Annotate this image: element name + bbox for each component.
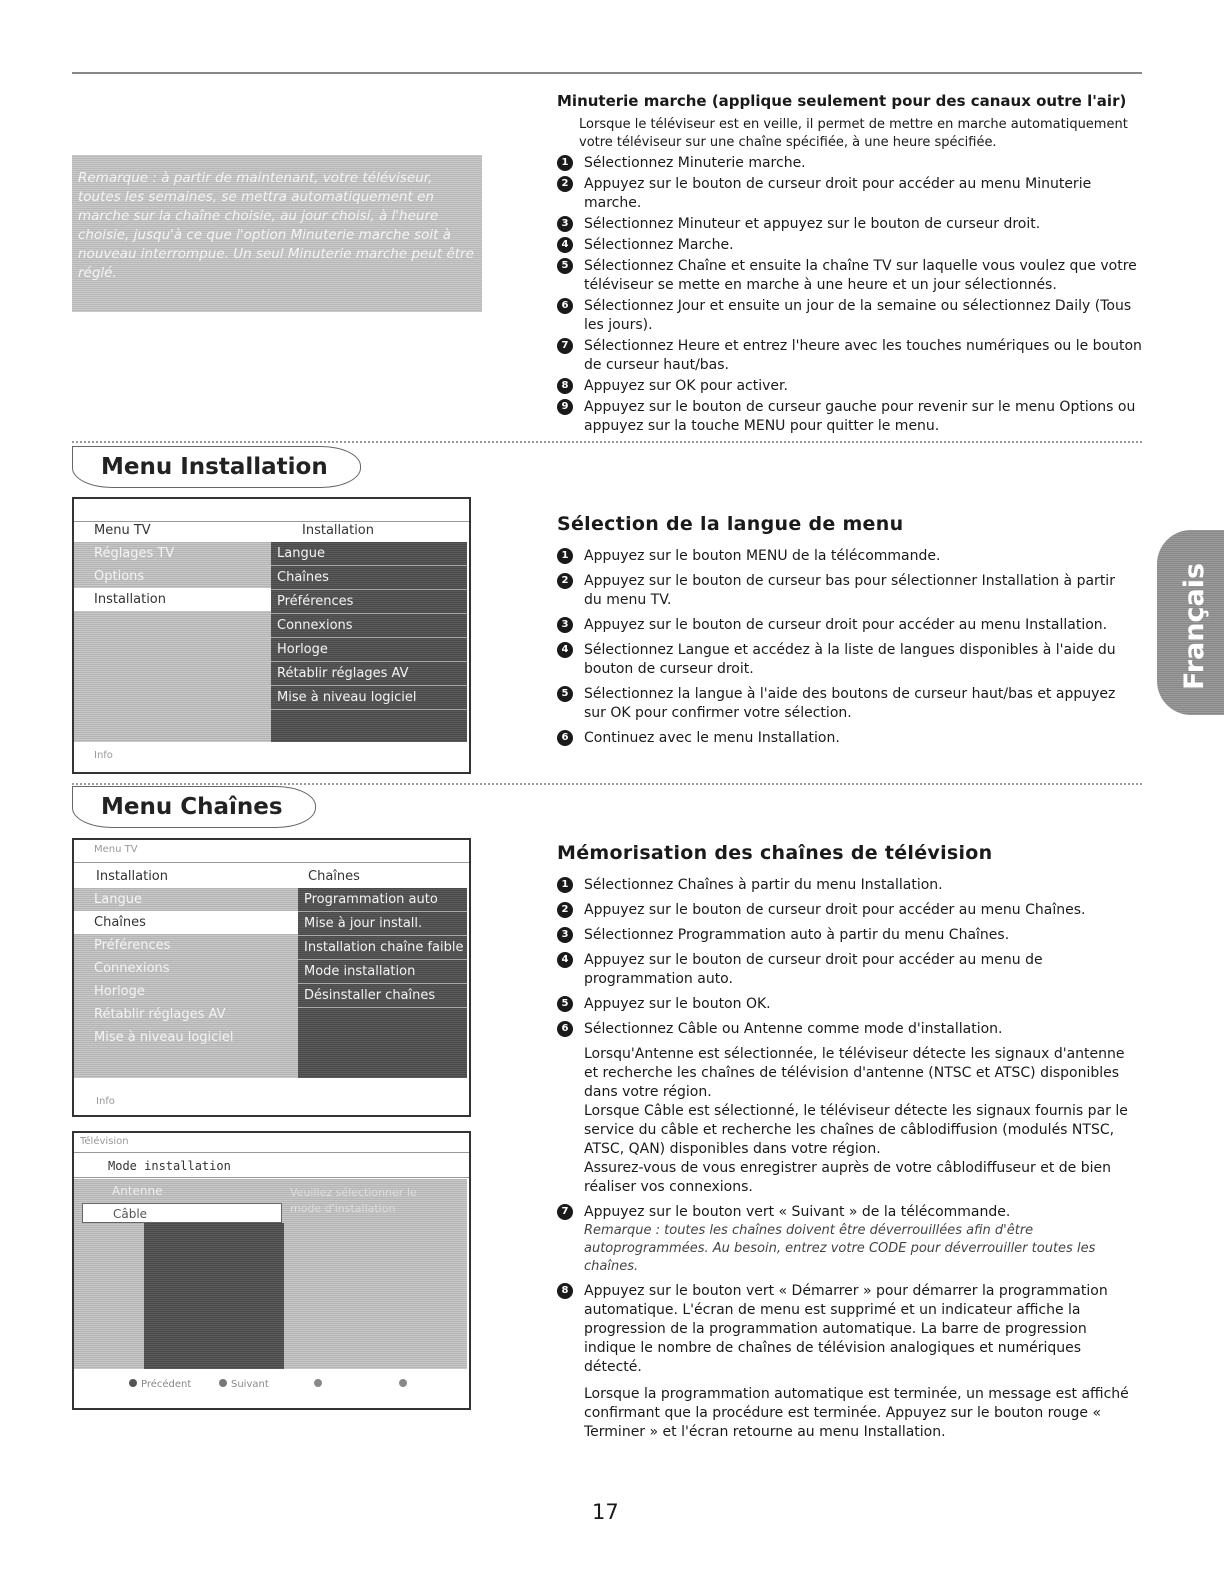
- menu-item[interactable]: Mise à jour install.: [298, 912, 467, 936]
- screen-info: Info: [94, 750, 113, 761]
- list-item: 4 Sélectionnez Langue et accédez à la liste de langues disponibles à l'aide du bouton de curseur droit.: [557, 641, 1137, 679]
- list-item: 2 Appuyez sur le bouton de curseur droit pour accéder au menu Minuterie marche.: [557, 175, 1147, 213]
- list-item: 6 Continuez avec le menu Installation.: [557, 729, 1137, 748]
- menu-item[interactable]: Rétablir réglages AV: [94, 1007, 226, 1022]
- mode-option-selected[interactable]: Câble: [82, 1203, 282, 1223]
- green-dot-icon: [219, 1379, 227, 1387]
- red-dot-icon: [129, 1379, 137, 1387]
- menu-item[interactable]: Langue: [271, 542, 467, 566]
- blue-dot-icon: [399, 1379, 407, 1387]
- menu-item[interactable]: Options: [94, 569, 145, 584]
- channels-screen: [72, 838, 471, 1117]
- register-paragraph: Assurez-vous de vous enregistrer auprès de votre câblodiffuseur et de bien réaliser vos connexions.: [584, 1160, 1111, 1195]
- mode-hint: Veuillez sélectionner le mode d'installation: [290, 1186, 417, 1215]
- list-item: 9 Appuyez sur le bouton de curseur gauche pour revenir sur le menu Options ou appuyez sur la touche MENU pour quitter le menu.: [557, 398, 1147, 436]
- list-item: 4 Appuyez sur le bouton de curseur droit pour accéder au menu de programmation auto.: [557, 951, 1142, 989]
- list-item: 1 Appuyez sur le bouton MENU de la télécommande.: [557, 547, 1137, 566]
- list-item: 3 Appuyez sur le bouton de curseur droit pour accéder au menu Installation.: [557, 616, 1137, 635]
- yellow-dot-icon: [314, 1379, 322, 1387]
- menu-item[interactable]: Rétablir réglages AV: [271, 662, 467, 686]
- channels-steps: [557, 876, 1142, 1039]
- remark-box: [72, 155, 482, 312]
- footer-previous[interactable]: Précédent: [129, 1379, 191, 1390]
- antenna-paragraph: Lorsqu'Antenne est sélectionnée, le téléviseur détecte les signaux d'antenne et recherche les chaînes de télévision d'antenne (NTSC et ATSC) disponibles dans votre région.: [584, 1046, 1125, 1100]
- mode-option[interactable]: Antenne: [112, 1184, 163, 1198]
- step7-note: Remarque : toutes les chaînes doivent être déverrouillées afin d'être autoprogrammées. Au besoin, entrez votre CODE pour déverrouiller toutes les chaînes.: [584, 1223, 1096, 1274]
- screen-top: Télévision: [80, 1136, 129, 1147]
- menu-item[interactable]: Désinstaller chaînes: [298, 984, 467, 1008]
- list-item: 8 Appuyez sur OK pour activer.: [557, 377, 1147, 396]
- menu-item[interactable]: Installation chaîne faible: [298, 936, 467, 960]
- top-rule: [72, 72, 1142, 74]
- list-item: 1 Sélectionnez Minuterie marche.: [557, 154, 1147, 173]
- footer-next[interactable]: Suivant: [219, 1379, 269, 1390]
- final-paragraph: Lorsque la programmation automatique est terminée, un message est affiché confirmant que la procédure est terminée. Appuyez sur le bouton rouge « Terminer » et l'écran retourne au menu Installation.: [584, 1386, 1129, 1440]
- list-item: 5 Sélectionnez la langue à l'aide des boutons de curseur haut/bas et appuyez sur OK pour confirmer votre sélection.: [557, 685, 1137, 723]
- menu-item[interactable]: Préférences: [271, 590, 467, 614]
- list-item: 7 Appuyez sur le bouton vert « Suivant » de la télécommande. Remarque : toutes les chaînes doivent être déverrouillées afin d'être autoprogrammées. Au besoin, entrez votre CODE pour déverrouiller toutes les chaînes.: [557, 1203, 1142, 1276]
- list-item: 6 Sélectionnez Câble ou Antenne comme mode d'installation.: [557, 1020, 1142, 1039]
- menu-item[interactable]: Chaînes: [271, 566, 467, 590]
- section-pill-installation: Menu Installation: [72, 446, 361, 488]
- list-item: 3 Sélectionnez Programmation auto à partir du menu Chaînes.: [557, 926, 1142, 945]
- install-heading: Sélection de la langue de menu: [557, 513, 904, 535]
- channels-steps-continued: [557, 1203, 1142, 1377]
- cable-paragraph: Lorsque Câble est sélectionné, le téléviseur détecte les signaux fournis par le service du câble et recherche les chaînes de câblodiffusion (modulés NTSC, ATSC, QAN) disponibles dans votre région.: [584, 1103, 1128, 1157]
- mode-installation-screen: [72, 1131, 471, 1410]
- screen-left-menu: [74, 888, 298, 1078]
- remark-text: Remarque : à partir de maintenant, votre téléviseur, toutes les semaines, se mettra automatiquement en marche sur la chaîne choisie, au jour choisi, à l'heure choisie, jusqu'à ce que l'option Minuterie marche soit à nouveau interrompue. Un seul Minuterie marche peut être réglé.: [78, 170, 474, 281]
- list-item: 1 Sélectionnez Chaînes à partir du menu Installation.: [557, 876, 1142, 895]
- channels-heading: Mémorisation des chaînes de télévision: [557, 842, 993, 864]
- screen-right-title: Chaînes: [308, 869, 360, 884]
- timer-title: Minuterie marche (applique seulement pour des canaux outre l'air): [557, 92, 1127, 110]
- language-tab-label: Français: [1179, 562, 1210, 690]
- install-steps: [557, 547, 1137, 748]
- menu-item[interactable]: Connexions: [271, 614, 467, 638]
- screen-left-menu: [74, 542, 271, 742]
- timer-steps: [557, 154, 1147, 436]
- installation-screen: [72, 497, 471, 774]
- list-item: 2 Appuyez sur le bouton de curseur bas pour sélectionner Installation à partir du menu TV.: [557, 572, 1137, 610]
- menu-item[interactable]: Mise à niveau logiciel: [271, 686, 467, 710]
- install-section: [557, 513, 1137, 754]
- menu-item[interactable]: Horloge: [271, 638, 467, 662]
- list-item: 4 Sélectionnez Marche.: [557, 236, 1147, 255]
- screen-right-menu: [298, 888, 467, 1078]
- list-item: 5 Appuyez sur le bouton OK.: [557, 995, 1142, 1014]
- list-item: 7 Sélectionnez Heure et entrez l'heure avec les touches numériques ou le bouton de curseur haut/bas.: [557, 337, 1147, 375]
- menu-item[interactable]: Programmation auto: [298, 888, 467, 912]
- screen-info: Info: [96, 1096, 115, 1107]
- screen-left-title: Installation: [96, 869, 169, 884]
- list-item: 2 Appuyez sur le bouton de curseur droit pour accéder au menu Chaînes.: [557, 901, 1142, 920]
- menu-item[interactable]: Préférences: [94, 938, 171, 953]
- screen-title: Mode installation: [108, 1159, 231, 1173]
- screen-footer: [74, 1373, 469, 1403]
- menu-item[interactable]: Réglages TV: [94, 546, 175, 561]
- menu-item[interactable]: Connexions: [94, 961, 170, 976]
- screen-left-title: Menu TV: [94, 523, 151, 538]
- screen-right-menu: [271, 542, 467, 742]
- divider: [72, 783, 1142, 785]
- menu-item[interactable]: Mode installation: [298, 960, 467, 984]
- language-tab: [1157, 530, 1224, 715]
- screen-top: Menu TV: [94, 844, 138, 855]
- list-item: 8 Appuyez sur le bouton vert « Démarrer » pour démarrer la programmation automatique. L'écran de menu est supprimé et un indicateur affiche la progression de la programmation automatique. La barre de progression indique le nombre de chaînes de télévision analogiques et numériques détecté.: [557, 1282, 1142, 1377]
- list-item: 6 Sélectionnez Jour et ensuite un jour de la semaine ou sélectionnez Daily (Tous les jours).: [557, 297, 1147, 335]
- list-item: 5 Sélectionnez Chaîne et ensuite la chaîne TV sur laquelle vous voulez que votre téléviseur se mette en marche à une heure et un jour sélectionnés.: [557, 257, 1147, 295]
- channels-section: [557, 842, 1142, 1442]
- timer-intro: Lorsque le téléviseur est en veille, il permet de mettre en marche automatiquement votre téléviseur sur une chaîne spécifiée, à une heure spécifiée.: [579, 117, 1128, 150]
- menu-item[interactable]: Langue: [94, 892, 142, 907]
- section-pill-channels: Menu Chaînes: [72, 786, 316, 828]
- timer-section: [557, 92, 1147, 438]
- menu-item-selected[interactable]: Chaînes: [74, 911, 298, 934]
- list-item: 3 Sélectionnez Minuteur et appuyez sur le bouton de curseur droit.: [557, 215, 1147, 234]
- divider: [72, 441, 1142, 443]
- menu-item-selected[interactable]: Installation: [74, 588, 271, 611]
- screen-right-title: Installation: [302, 523, 375, 538]
- menu-item[interactable]: Horloge: [94, 984, 145, 999]
- page-number: 17: [592, 1500, 619, 1524]
- menu-item[interactable]: Mise à niveau logiciel: [94, 1030, 234, 1045]
